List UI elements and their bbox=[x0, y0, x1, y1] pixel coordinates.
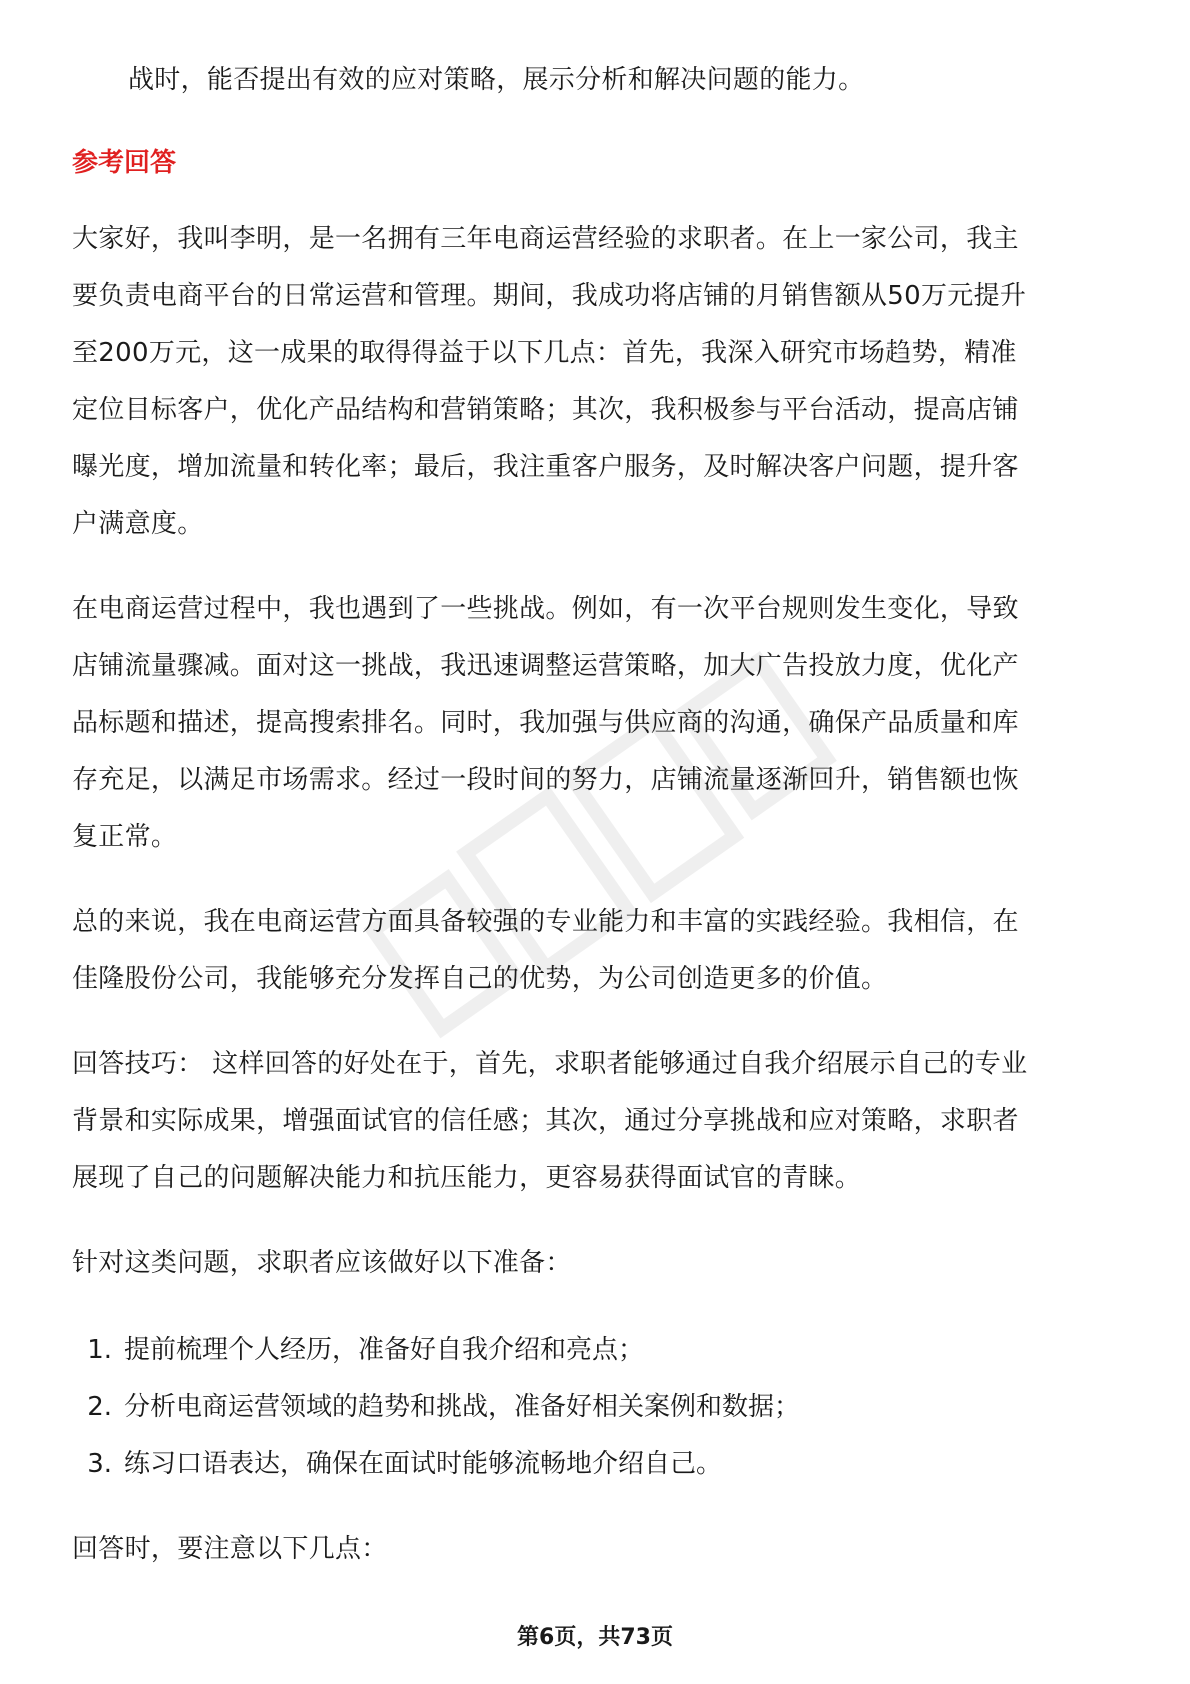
paragraph-line: 总的来说，我在电商运营方面具备较强的专业能力和丰富的实践经验。我相信，在 bbox=[72, 907, 1019, 937]
paragraph-preparation-intro bbox=[72, 1235, 1122, 1292]
list-number: 1. bbox=[87, 1335, 112, 1365]
list-item bbox=[72, 1379, 1122, 1436]
closing-paragraph bbox=[72, 1521, 1122, 1578]
paragraph-line: 品标题和描述，提高搜索排名。同时，我加强与供应商的沟通，确保产品质量和库 bbox=[72, 708, 1019, 738]
list-item bbox=[72, 1436, 1122, 1493]
list-text: 提前梳理个人经历，准备好自我介绍和亮点； bbox=[124, 1335, 645, 1365]
list-number: 2. bbox=[87, 1392, 112, 1422]
paragraph-tips bbox=[72, 1036, 1122, 1207]
paragraph-line: 背景和实际成果，增强面试官的信任感；其次，通过分享挑战和应对策略，求职者 bbox=[72, 1106, 1019, 1136]
paragraph-line: 针对这类问题，求职者应该做好以下准备： bbox=[72, 1248, 572, 1278]
paragraph-line: 回答技巧： 这样回答的好处在于，首先，求职者能够通过自我介绍展示自己的专业 bbox=[72, 1049, 1028, 1079]
paragraph-line: 店铺流量骤减。面对这一挑战，我迅速调整运营策略，加大广告投放力度，优化产 bbox=[72, 651, 1019, 681]
paragraph-line: 在电商运营过程中，我也遇到了一些挑战。例如，有一次平台规则发生变化，导致 bbox=[72, 594, 1019, 624]
paragraph-summary bbox=[72, 894, 1122, 1008]
paragraph-line: 大家好，我叫李明，是一名拥有三年电商运营经验的求职者。在上一家公司，我主 bbox=[72, 224, 1019, 254]
list-item bbox=[72, 1322, 1122, 1379]
paragraph-self-intro bbox=[72, 211, 1122, 553]
paragraph-line: 存充足，以满足市场需求。经过一段时间的努力，店铺流量逐渐回升，销售额也恢 bbox=[72, 765, 1019, 795]
paragraph-line: 佳隆股份公司，我能够充分发挥自己的优势，为公司创造更多的价值。 bbox=[72, 964, 888, 994]
intro-line: 战时，能否提出有效的应对策略，展示分析和解决问题的能力。 bbox=[128, 65, 865, 95]
paragraph-line: 至200万元，这一成果的取得得益于以下几点：首先，我深入研究市场趋势，精准 bbox=[72, 338, 1017, 368]
paragraph-line: 曝光度，增加流量和转化率；最后，我注重客户服务，及时解决客户问题，提升客 bbox=[72, 452, 1019, 482]
closing-line: 回答时，要注意以下几点： bbox=[72, 1534, 388, 1564]
page-number-footer: 第6页，共73页 bbox=[517, 1625, 673, 1650]
paragraph-line: 定位目标客户，优化产品结构和营销策略；其次，我积极参与平台活动，提高店铺 bbox=[72, 395, 1019, 425]
paragraph-line: 复正常。 bbox=[72, 822, 178, 852]
preparation-list bbox=[72, 1322, 1122, 1493]
section-heading: 参考回答 bbox=[72, 148, 177, 178]
paragraph-line: 户满意度。 bbox=[72, 509, 204, 539]
paragraph-challenge bbox=[72, 581, 1122, 866]
paragraph-line: 要负责电商平台的日常运营和管理。期间，我成功将店铺的月销售额从50万元提升 bbox=[72, 281, 1027, 311]
paragraph-line: 展现了自己的问题解决能力和抗压能力，更容易获得面试官的青睐。 bbox=[72, 1163, 862, 1193]
list-number: 3. bbox=[87, 1449, 112, 1479]
document-body bbox=[72, 52, 1122, 1578]
list-text: 分析电商运营领域的趋势和挑战，准备好相关案例和数据； bbox=[124, 1392, 801, 1422]
list-text: 练习口语表达，确保在面试时能够流畅地介绍自己。 bbox=[124, 1449, 723, 1479]
